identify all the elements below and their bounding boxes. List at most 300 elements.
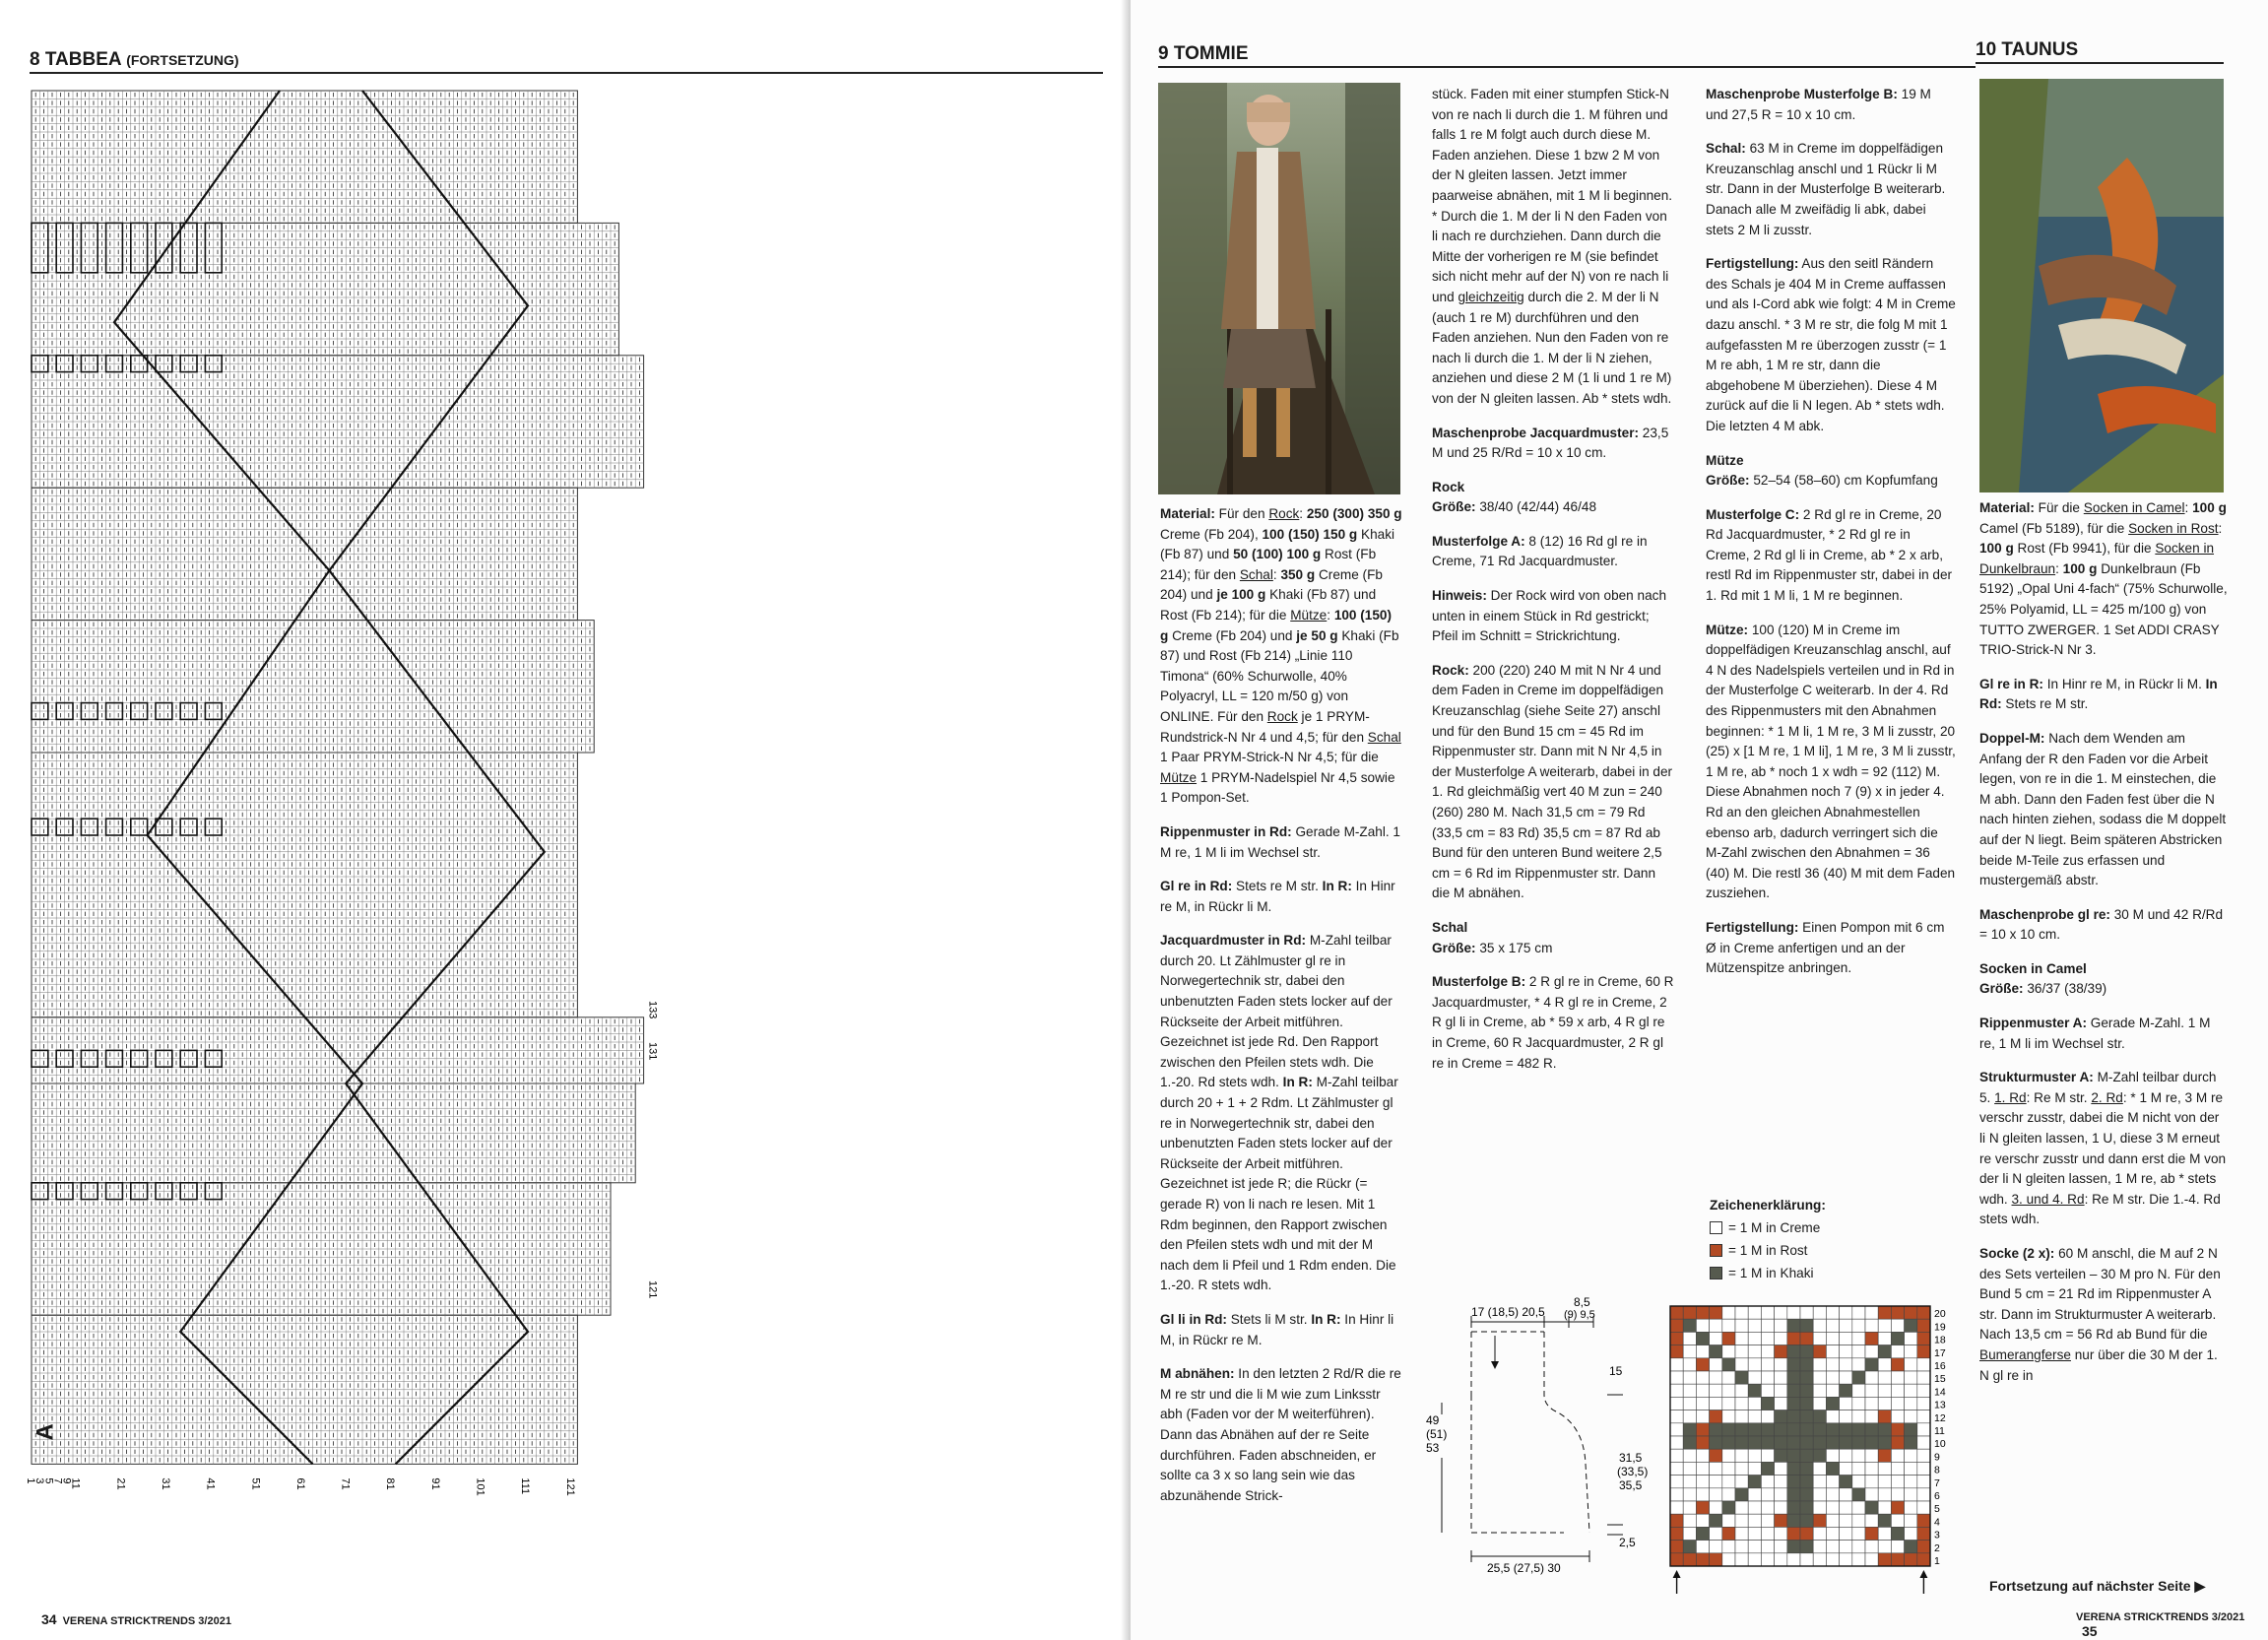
jacquard-cell: [1813, 1423, 1826, 1436]
jacquard-cell: [1840, 1476, 1852, 1488]
jacquard-cell: [1761, 1371, 1774, 1384]
jacquard-cell: [1670, 1553, 1683, 1566]
jacquard-cell: [1891, 1488, 1904, 1501]
jacquard-cell: [1917, 1358, 1930, 1371]
jacquard-cell: [1800, 1541, 1813, 1553]
jacquard-cell: [1735, 1423, 1748, 1436]
jacquard-cell: [1696, 1449, 1709, 1462]
x-tick-label: 81: [384, 1477, 397, 1490]
jacquard-cell: [1683, 1449, 1696, 1462]
jacquard-cell: [1775, 1397, 1787, 1410]
jacquard-cell: [1787, 1449, 1800, 1462]
jacquard-cell: [1813, 1514, 1826, 1527]
left-page-number: 34: [41, 1611, 57, 1627]
jacquard-cell: [1696, 1553, 1709, 1566]
jacquard-cell: [1670, 1436, 1683, 1449]
jacquard-cell: [1878, 1345, 1891, 1358]
jacquard-cell: [1735, 1527, 1748, 1540]
jacquard-cell: [1775, 1553, 1787, 1566]
jacquard-cell: [1905, 1476, 1917, 1488]
jacquard-cell: [1683, 1462, 1696, 1475]
jacquard-cell: [1800, 1332, 1813, 1345]
jacquard-cell: [1710, 1488, 1722, 1501]
jacquard-cell: [1722, 1436, 1735, 1449]
jacquard-cell: [1891, 1436, 1904, 1449]
knitting-chart-a: [0, 79, 1131, 1537]
row-number: 9: [1934, 1451, 1940, 1464]
jacquard-cell: [1852, 1462, 1865, 1475]
jacquard-cell: [1813, 1541, 1826, 1553]
jacquard-cell: [1735, 1553, 1748, 1566]
jacquard-cell: [1905, 1553, 1917, 1566]
jacquard-cell: [1787, 1514, 1800, 1527]
row-number: 16: [1934, 1360, 1946, 1372]
row-number: 2: [1934, 1542, 1940, 1554]
jacquard-cell: [1775, 1319, 1787, 1332]
jacquard-cell: [1878, 1423, 1891, 1436]
jacquard-cell: [1710, 1527, 1722, 1540]
row-number: 15: [1934, 1373, 1946, 1386]
jacquard-cell: [1722, 1449, 1735, 1462]
row-label: 133: [646, 1001, 659, 1019]
jacquard-cell: [1710, 1514, 1722, 1527]
chart-grid: [32, 91, 644, 1464]
row-number: 3: [1934, 1529, 1940, 1542]
jacquard-cell: [1891, 1332, 1904, 1345]
jacquard-cell: [1826, 1488, 1839, 1501]
jacquard-cell: [1917, 1541, 1930, 1553]
jacquard-cell: [1775, 1436, 1787, 1449]
jacquard-cell: [1917, 1371, 1930, 1384]
jacquard-cell: [1905, 1410, 1917, 1423]
dim-top-right: 8,5: [1574, 1296, 1590, 1309]
jacquard-cell: [1826, 1514, 1839, 1527]
jacquard-cell: [1826, 1358, 1839, 1371]
jacquard-cell: [1865, 1476, 1878, 1488]
jacquard-cell: [1917, 1319, 1930, 1332]
jacquard-cell: [1917, 1476, 1930, 1488]
jacquard-cell: [1865, 1319, 1878, 1332]
jacquard-cell: [1735, 1306, 1748, 1319]
jacquard-cell: [1840, 1345, 1852, 1358]
jacquard-cell: [1905, 1462, 1917, 1475]
jacquard-cell: [1722, 1553, 1735, 1566]
jacquard-cell: [1840, 1488, 1852, 1501]
jacquard-cell: [1775, 1345, 1787, 1358]
jacquard-cell: [1826, 1319, 1839, 1332]
jacquard-cell: [1852, 1514, 1865, 1527]
chart-marker: A: [32, 1423, 59, 1441]
taunus-paragraph: Socken in Camel Größe: 36/37 (38/39): [1979, 960, 2107, 997]
jacquard-cell: [1865, 1514, 1878, 1527]
jacquard-cell: [1748, 1449, 1761, 1462]
jacquard-cell: [1800, 1306, 1813, 1319]
jacquard-cell: [1865, 1553, 1878, 1566]
chart-right-labels: [647, 1001, 659, 1298]
x-tick-label: 51: [249, 1477, 262, 1490]
jacquard-cell: [1670, 1306, 1683, 1319]
jacquard-cell: [1826, 1397, 1839, 1410]
jacquard-cell: [1670, 1384, 1683, 1397]
jacquard-cell: [1878, 1488, 1891, 1501]
jacquard-cell: [1813, 1306, 1826, 1319]
row-number: 10: [1934, 1438, 1946, 1451]
jacquard-cell: [1735, 1436, 1748, 1449]
jacquard-cell: [1748, 1476, 1761, 1488]
legend-label-creme: = 1 M in Creme: [1728, 1220, 1821, 1235]
jacquard-cell: [1891, 1384, 1904, 1397]
jacquard-cell: [1683, 1384, 1696, 1397]
jacquard-cell: [1722, 1358, 1735, 1371]
jacquard-cell: [1800, 1371, 1813, 1384]
jacquard-cell: [1800, 1345, 1813, 1358]
jacquard-cell: [1813, 1332, 1826, 1345]
jacquard-cell: [1891, 1358, 1904, 1371]
jacquard-cell: [1891, 1527, 1904, 1540]
right-folio-text: VERENA STRICKTRENDS 3/2021: [2076, 1611, 2245, 1623]
jacquard-cell: [1813, 1436, 1826, 1449]
x-tick-label: 11: [69, 1477, 82, 1489]
jacquard-cell: [1840, 1462, 1852, 1475]
jacquard-cell: [1735, 1332, 1748, 1345]
jacquard-cell: [1683, 1488, 1696, 1501]
jacquard-cell: [1722, 1332, 1735, 1345]
jacquard-cell: [1710, 1449, 1722, 1462]
jacquard-cell: [1891, 1462, 1904, 1475]
jacquard-cell: [1696, 1332, 1709, 1345]
jacquard-cell: [1917, 1306, 1930, 1319]
jacquard-cell: [1840, 1358, 1852, 1371]
jacquard-cell: [1761, 1553, 1774, 1566]
jacquard-cell: [1696, 1514, 1709, 1527]
jacquard-cell: [1852, 1397, 1865, 1410]
jacquard-cell: [1748, 1527, 1761, 1540]
jacquard-cell: [1748, 1371, 1761, 1384]
legend-item-rost: [1710, 1239, 1826, 1262]
jacquard-cell: [1775, 1449, 1787, 1462]
taunus-paragraph: Socke (2 x): 60 M anschl, die M auf 2 N des Sets verteilen – 30 M pro N. Für den Bund 5 cm = 21 Rd im Rippenmuster A str. Dann im Strukturmuster A weiterarb. Nach 13,5 cm = 56 Rd ab Bund für die Bumerangferse nur über die 30 M der 1. N gl re in: [1979, 1246, 2221, 1383]
jacquard-cell: [1761, 1541, 1774, 1553]
jacquard-cell: [1852, 1553, 1865, 1566]
jacquard-cell: [1852, 1541, 1865, 1553]
jacquard-cell: [1722, 1384, 1735, 1397]
jacquard-cell: [1826, 1384, 1839, 1397]
jacquard-cell: [1852, 1371, 1865, 1384]
jacquard-cell: [1878, 1553, 1891, 1566]
jacquard-cell: [1722, 1488, 1735, 1501]
jacquard-cell: [1683, 1423, 1696, 1436]
jacquard-cell: [1683, 1397, 1696, 1410]
jacquard-cell: [1710, 1306, 1722, 1319]
jacquard-cell: [1670, 1541, 1683, 1553]
jacquard-cell: [1917, 1553, 1930, 1566]
jacquard-cell: [1787, 1488, 1800, 1501]
jacquard-cell: [1710, 1332, 1722, 1345]
tommie-col2-paragraph: stück. Faden mit einer stumpfen Stick-N von re nach li durch die 1. M führen und falls 1 re M folgt auch durch diese M. Faden anziehen. Diese 1 bzw 2 M von der N gleiten lassen. Jetzt immer paarweise abnähen, mit 1 M li beginnen. * Durch die 1. M der li N den Faden von li nach re durchziehen. Dann durch die Mitte der vorherigen re M (sie befindet sich nicht mehr auf der N) von re nach li und gleichzeitig durch die 2. M der li N (auch 1 re M) durchführen und den Faden anziehen. Nun den Faden von re nach li durch die 1. M der li N ziehen, anziehen und diese 2 M (1 li und 1 re M) von der N gleiten lassen. Ab * stets wdh.: [1432, 87, 1673, 406]
jacquard-cell: [1761, 1476, 1774, 1488]
jacquard-cell: [1722, 1462, 1735, 1475]
jacquard-cell: [1710, 1436, 1722, 1449]
jacquard-cell: [1865, 1410, 1878, 1423]
jacquard-cell: [1813, 1449, 1826, 1462]
tommie-col3-paragraph: Mütze: 100 (120) M in Creme im doppelfädigen Kreuzanschlag anschl, auf 4 N des Nadelspiels verteilen und in Rd in der Musterfolge C weiterarb. In der 4. Rd des Rippenmusters mit den Abnahmen beginnen: * 1 M li, 1 M re, 3 M li zusstr, 20 (25) x [1 M re, 1 M li], 1 M re, 3 M li zusstr, 1 M re, ab * noch 1 x wdh = 92 (112) M. Diese Abnahmen noch 7 (9) x in jeder 4. Rd an den gleichen Abnahmestellen ebenso arb, dadurch verringert sich die M-Zahl zwischen den Abnahmen = 36 (40) M. Die restl 36 (40) M mit dem Faden zusziehen.: [1706, 622, 1956, 901]
jacquard-cell: [1748, 1501, 1761, 1514]
jacquard-cell: [1865, 1501, 1878, 1514]
legend: [1710, 1194, 1826, 1284]
jacquard-cell: [1865, 1462, 1878, 1475]
jacquard-cell: [1710, 1358, 1722, 1371]
jacquard-cell: [1800, 1462, 1813, 1475]
jacquard-cell: [1670, 1332, 1683, 1345]
jacquard-cell: [1878, 1514, 1891, 1527]
jacquard-cell: [1710, 1345, 1722, 1358]
jacquard-cell: [1775, 1514, 1787, 1527]
jacquard-cell: [1683, 1345, 1696, 1358]
jacquard-cell: [1878, 1462, 1891, 1475]
jacquard-cell: [1722, 1306, 1735, 1319]
taunus-paragraph: Material: Für die Socken in Camel: 100 g Camel (Fb 5189), für die Socken in Rost: 100 g Rost (Fb 9941), für die Socken in Dunkelbraun: 100 g Dunkelbraun (Fb 5192) „Opal Uni 4-fach“ (75% Schurwolle, 25% Polyamid, LL = 425 m/100 g) von TUTTO ZWERGER. 1 Set ADDI CRASY TRIO-Strick-N Nr 3.: [1979, 500, 2228, 658]
tommie-column-2: [1432, 85, 1676, 1087]
jacquard-cell: [1878, 1371, 1891, 1384]
jacquard-cell: [1800, 1397, 1813, 1410]
jacquard-cell: [1905, 1397, 1917, 1410]
jacquard-cell: [1878, 1319, 1891, 1332]
left-heading-sub: (FORTSETZUNG): [126, 52, 239, 68]
tommie-col3-paragraph: Schal: 63 M in Creme im doppelfädigen Kreuzanschlag anschl und 1 Rückr li M str. Dann in der Musterfolge B weiterarb. Danach alle M zweifädig li abk, dabei stets 2 M li zusstr.: [1706, 141, 1946, 237]
jacquard-cell: [1735, 1462, 1748, 1475]
jacquard-cell: [1670, 1345, 1683, 1358]
jacquard-cell: [1905, 1423, 1917, 1436]
jacquard-cell: [1865, 1423, 1878, 1436]
jacquard-cell: [1787, 1553, 1800, 1566]
tommie-col2-paragraph: Hinweis: Der Rock wird von oben nach unten in einem Stück in Rd gestrickt; Pfeil im Schnitt = Strickrichtung.: [1432, 588, 1667, 644]
jacquard-cell: [1800, 1384, 1813, 1397]
jacquard-cell: [1800, 1319, 1813, 1332]
tommie-col1-paragraph: Material: Für den Rock: 250 (300) 350 g Creme (Fb 204), 100 (150) 150 g Khaki (Fb 87) und 50 (100) 100 g Rost (Fb 214); für den Schal: 350 g Creme (Fb 204) und je 100 g Khaki (Fb 87) und Rost (Fb 214); für die Mütze: 100 (150) g Creme (Fb 204) und je 50 g Khaki (Fb 87) und Rost (Fb 214) „Linie 110 Timona“ (60% Schurwolle, 40% Polyacryl, LL = 120 m/50 g) von ONLINE. Für den Rock je 1 PRYM-Rundstrick-N Nr 4 und 4,5; für den Schal 1 Paar PRYM-Strick-N Nr 4,5; für die Mütze 1 PRYM-Nadelspiel Nr 4,5 sowie 1 Pompon-Set.: [1160, 506, 1402, 806]
jacquard-cell: [1852, 1319, 1865, 1332]
row-number: 8: [1934, 1464, 1940, 1476]
jacquard-cell: [1878, 1541, 1891, 1553]
jacquard-cell: [1852, 1345, 1865, 1358]
jacquard-cell: [1852, 1384, 1865, 1397]
swatch-creme: [1710, 1221, 1722, 1234]
jacquard-cell: [1748, 1332, 1761, 1345]
jacquard-cell: [1748, 1410, 1761, 1423]
jacquard-cell: [1865, 1397, 1878, 1410]
jacquard-cell: [1800, 1410, 1813, 1423]
jacquard-cell: [1683, 1436, 1696, 1449]
x-tick-label: 1: [25, 1477, 36, 1484]
row-number: 5: [1934, 1503, 1940, 1516]
jacquard-cell: [1670, 1319, 1683, 1332]
jacquard-cell: [1748, 1553, 1761, 1566]
legend-label-khaki: = 1 M in Khaki: [1728, 1266, 1814, 1280]
jacquard-cell: [1852, 1410, 1865, 1423]
jacquard-cell: [1696, 1384, 1709, 1397]
tommie-col3-paragraph: Maschenprobe Musterfolge B: 19 M und 27,5 R = 10 x 10 cm.: [1706, 87, 1931, 122]
jacquard-cell: [1917, 1462, 1930, 1475]
row-number: 20: [1934, 1308, 1946, 1321]
jacquard-cell: [1865, 1488, 1878, 1501]
jacquard-cell: [1787, 1410, 1800, 1423]
jacquard-cell: [1670, 1462, 1683, 1475]
jacquard-cell: [1852, 1358, 1865, 1371]
jacquard-cell: [1748, 1423, 1761, 1436]
jacquard-cell: [1787, 1423, 1800, 1436]
jacquard-cell: [1722, 1541, 1735, 1553]
jacquard-cell: [1840, 1384, 1852, 1397]
jacquard-cell: [1748, 1319, 1761, 1332]
jacquard-cell: [1905, 1541, 1917, 1553]
jacquard-cell: [1826, 1462, 1839, 1475]
jacquard-row-numbers: [1934, 1308, 1946, 1567]
jacquard-cell: [1787, 1332, 1800, 1345]
jacquard-cell: [1683, 1410, 1696, 1423]
jacquard-cell: [1852, 1306, 1865, 1319]
jacquard-cell: [1840, 1541, 1852, 1553]
jacquard-cell: [1826, 1423, 1839, 1436]
tommie-col3-paragraph: Musterfolge C: 2 Rd gl re in Creme, 20 Rd Jacquardmuster, * 2 Rd gl re in Creme, 2 Rd gl li in Creme, ab * 2 x arb, restl Rd im Rippenmuster str, dabei in der 1. Rd mit 1 M li, 1 M re beginnen.: [1706, 506, 1953, 604]
jacquard-cell: [1878, 1358, 1891, 1371]
jacquard-cell: [1865, 1449, 1878, 1462]
jacquard-cell: [1813, 1553, 1826, 1566]
jacquard-cell: [1865, 1345, 1878, 1358]
jacquard-cell: [1800, 1527, 1813, 1540]
jacquard-cell: [1710, 1384, 1722, 1397]
left-folio-text: VERENA STRICKTRENDS 3/2021: [62, 1615, 231, 1627]
jacquard-cell: [1735, 1345, 1748, 1358]
jacquard-cell: [1905, 1384, 1917, 1397]
repeat-arrow-head: [1673, 1570, 1681, 1578]
x-tick-label: 101: [474, 1477, 486, 1496]
tommie-col1-paragraph: M abnähen: In den letzten 2 Rd/R die re M re str und die li M wie zum Linksstr abh (Faden vor der M weiterführen). Dann das Abnähen auf der re Seite durchführen. Faden abschneiden, er sollte ca 3 x so lang sein wie das abzunähende Strick-: [1160, 1366, 1401, 1503]
jacquard-cell: [1852, 1501, 1865, 1514]
jacquard-cell: [1683, 1501, 1696, 1514]
repeat-arrow-head: [1919, 1570, 1927, 1578]
jacquard-cell: [1670, 1371, 1683, 1384]
jacquard-cell: [1670, 1449, 1683, 1462]
jacquard-cell: [1735, 1384, 1748, 1397]
jacquard-cell: [1787, 1371, 1800, 1384]
jacquard-cell: [1696, 1476, 1709, 1488]
tommie-heading: 9 TOMMIE: [1158, 43, 1976, 68]
jacquard-cell: [1878, 1527, 1891, 1540]
jacquard-cell: [1826, 1527, 1839, 1540]
jacquard-cell: [1787, 1306, 1800, 1319]
jacquard-cell: [1787, 1476, 1800, 1488]
jacquard-cell: [1775, 1358, 1787, 1371]
row-number: 6: [1934, 1490, 1940, 1502]
jacquard-cell: [1775, 1423, 1787, 1436]
jacquard-cell: [1748, 1541, 1761, 1553]
jacquard-cell: [1761, 1501, 1774, 1514]
jacquard-cell: [1761, 1345, 1774, 1358]
taunus-photo-art: [1979, 79, 2224, 492]
jacquard-cell: [1787, 1462, 1800, 1475]
jacquard-cell: [1710, 1553, 1722, 1566]
jacquard-cell: [1813, 1501, 1826, 1514]
left-page: [0, 0, 1131, 1640]
jacquard-cell: [1748, 1488, 1761, 1501]
taunus-paragraph: Strukturmuster A: M-Zahl teilbar durch 5. 1. Rd: Re M str. 2. Rd: * 1 M re, 3 M re verschr zusstr, dabei die M nicht von der li N gleiten lassen, 1 U, diese 3 M erneut re verschr zusstr und dann erst die M von der li N gleiten lassen, 1 M re, ab * stets wdh. 3. und 4. Rd: Re M str. Die 1.-4. Rd stets wdh.: [1979, 1070, 2227, 1227]
jacquard-cell: [1722, 1371, 1735, 1384]
tommie-col1-paragraph: Rippenmuster in Rd: Gerade M-Zahl. 1 M re, 1 M li im Wechsel str.: [1160, 823, 1400, 860]
jacquard-cell: [1878, 1476, 1891, 1488]
taunus-paragraph: Gl re in R: In Hinr re M, in Rückr li M. In Rd: Stets re M str.: [1979, 676, 2218, 712]
jacquard-cell: [1840, 1306, 1852, 1319]
jacquard-cell: [1722, 1410, 1735, 1423]
jacquard-cell: [1826, 1410, 1839, 1423]
jacquard-cell: [1905, 1436, 1917, 1449]
jacquard-cell: [1670, 1514, 1683, 1527]
jacquard-cell: [1761, 1358, 1774, 1371]
jacquard-cell: [1813, 1384, 1826, 1397]
jacquard-cell: [1878, 1397, 1891, 1410]
jacquard-cell: [1775, 1384, 1787, 1397]
jacquard-cell: [1891, 1449, 1904, 1462]
jacquard-cell: [1748, 1358, 1761, 1371]
jacquard-cell: [1905, 1527, 1917, 1540]
dim-left-1: (51): [1426, 1427, 1448, 1441]
jacquard-cell: [1710, 1397, 1722, 1410]
jacquard-cell: [1865, 1436, 1878, 1449]
jacquard-cell: [1683, 1332, 1696, 1345]
taunus-paragraph: Doppel-M: Nach dem Wenden am Anfang der R den Faden vor die Arbeit legen, von re in die 1. M einstechen, die M abh. Dann den Faden fest über die N nach hinten ziehen, sodass die M doppelt auf der N liegt. Beim späteren Abstricken beide M-Teile zus erfassen und mustergemäß abstr.: [1979, 730, 2227, 888]
jacquard-cell: [1710, 1423, 1722, 1436]
jacquard-cell: [1826, 1371, 1839, 1384]
dim-left-2: 53: [1426, 1441, 1440, 1455]
jacquard-cell: [1826, 1436, 1839, 1449]
jacquard-cell: [1852, 1527, 1865, 1540]
jacquard-cell: [1748, 1436, 1761, 1449]
jacquard-cell: [1878, 1436, 1891, 1449]
jacquard-cell: [1852, 1488, 1865, 1501]
jacquard-cell: [1865, 1527, 1878, 1540]
jacquard-cell: [1917, 1384, 1930, 1397]
jacquard-cell: [1787, 1436, 1800, 1449]
jacquard-cell: [1748, 1345, 1761, 1358]
jacquard-cell: [1710, 1476, 1722, 1488]
jacquard-cell: [1917, 1436, 1930, 1449]
jacquard-cell: [1775, 1501, 1787, 1514]
jacquard-cell: [1865, 1371, 1878, 1384]
jacquard-cell: [1826, 1345, 1839, 1358]
jacquard-cell: [1722, 1423, 1735, 1436]
jacquard-cell: [1735, 1488, 1748, 1501]
jacquard-cell: [1722, 1319, 1735, 1332]
jacquard-cell: [1775, 1476, 1787, 1488]
jacquard-cell: [1761, 1449, 1774, 1462]
dim-right-0: 31,5: [1619, 1451, 1643, 1465]
jacquard-cell: [1735, 1410, 1748, 1423]
row-label: 131: [646, 1042, 659, 1061]
jacquard-cell: [1761, 1488, 1774, 1501]
jacquard-cell: [1917, 1527, 1930, 1540]
jacquard-cell: [1735, 1319, 1748, 1332]
jacquard-cell: [1761, 1527, 1774, 1540]
row-number: 11: [1934, 1425, 1945, 1437]
jacquard-cell: [1696, 1306, 1709, 1319]
jacquard-cell: [1696, 1423, 1709, 1436]
jacquard-cell: [1696, 1410, 1709, 1423]
jacquard-cell: [1787, 1345, 1800, 1358]
jacquard-cell: [1852, 1476, 1865, 1488]
jacquard-cell: [1826, 1306, 1839, 1319]
jacquard-cell: [1670, 1527, 1683, 1540]
jacquard-cell: [1761, 1319, 1774, 1332]
jacquard-cell: [1748, 1384, 1761, 1397]
dim-top: 17 (18,5) 20,5: [1471, 1305, 1545, 1319]
